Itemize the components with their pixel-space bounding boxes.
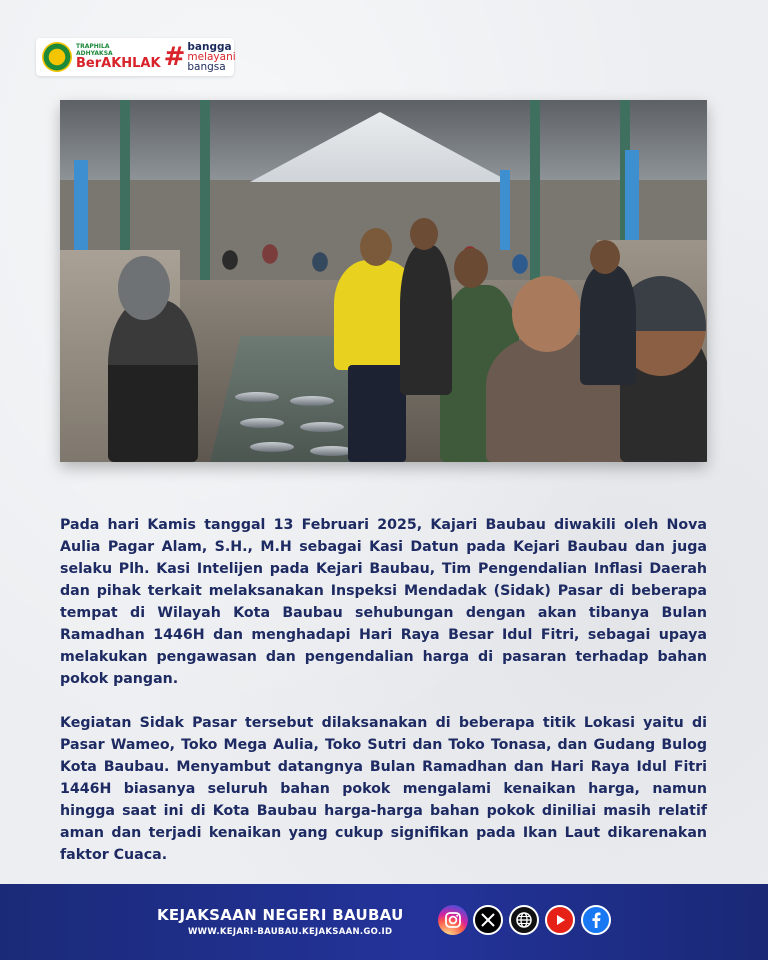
logo-bangga — [187, 42, 235, 72]
logo-line-2: ADHYAKSA — [76, 50, 113, 57]
x-icon[interactable] — [473, 905, 503, 935]
logo-line-1: TRAPHILA — [76, 43, 110, 50]
photo-person-head — [118, 256, 170, 320]
photo-fish — [300, 422, 344, 432]
facebook-icon[interactable] — [581, 905, 611, 935]
logo-bangga-1: bangga — [187, 41, 232, 53]
footer-website[interactable]: WWW.KEJARI-BAUBAU.KEJAKSAAN.GO.ID — [188, 927, 393, 937]
photo-fish — [240, 418, 284, 428]
photo-person-head — [590, 240, 620, 274]
photo-beam — [200, 100, 210, 280]
photo-person — [348, 365, 406, 462]
footer-org-name: KEJAKSAAN NEGERI BAUBAU — [157, 906, 404, 924]
berakhlak-logo — [36, 38, 234, 76]
photo-person-head — [410, 218, 438, 250]
instagram-icon[interactable] — [438, 905, 468, 935]
article-paragraph: Pada hari Kamis tanggal 13 Februari 2025, Kajari Baubau diwakili oleh Nova Aulia Pagar Alam, S.H., M.H sebagai Kasi Datun pada Kejari Baubau dan juga selaku Plh. Kasi Intelijen pada Kejari Baubau, Tim Pengendalian Inflasi Daerah dan pihak terkait melaksanakan Inspeksi Mendadak (Sidak) Pasar di beberapa tempat di Wilayah Kota Baubau sehubungan dengan akan tibanya Bulan Ramadhan 1446H dan menghadapi Hari Raya Besar Idul Fitri, sebagai upaya melakukan pengawasan dan pengendalian harga di pasaran terhadap bahan pokok pangan. — [60, 517, 707, 687]
article-paragraph: Kegiatan Sidak Pasar tersebut dilaksanakan di beberapa titik Lokasi yaitu di Pasar Wameo, Toko Mega Aulia, Toko Sutri dan Toko Tonasa, dan Gudang Bulog Kota Baubau. Menyambut datangnya Bulan Ramadhan dan Hari Raya Idul Fitri 1446H biasanya seluruh bahan pokok mengalami kenaikan harga, namun hingga saat ini di Kota Baubau harga-harga bahan pokok diniliai masih relatif aman dan terjadi kenaikan yang cukup signifikan pada Ikan Laut dikarenakan faktor Cuaca. — [60, 715, 707, 863]
photo-person — [400, 245, 452, 395]
logo-hash: # — [163, 42, 186, 72]
emblem-icon — [42, 42, 72, 72]
logo-words — [76, 43, 161, 71]
logo-bangga-2: melayani — [187, 51, 236, 63]
photo-person-head — [360, 228, 392, 266]
logo-bangga-3: bangsa — [187, 61, 226, 73]
globe-icon[interactable] — [509, 905, 539, 935]
photo-fish — [235, 392, 279, 402]
photo-fish — [250, 442, 294, 452]
market-inspection-photo — [60, 100, 707, 462]
photo-person — [108, 300, 198, 462]
photo-fish — [290, 396, 334, 406]
photo-person-head — [454, 248, 488, 288]
article-body — [60, 514, 707, 866]
youtube-icon[interactable] — [545, 905, 575, 935]
photo-person — [580, 265, 636, 385]
logo-brand: BerAKHLAK — [76, 56, 161, 71]
photo-person-head — [512, 276, 582, 352]
